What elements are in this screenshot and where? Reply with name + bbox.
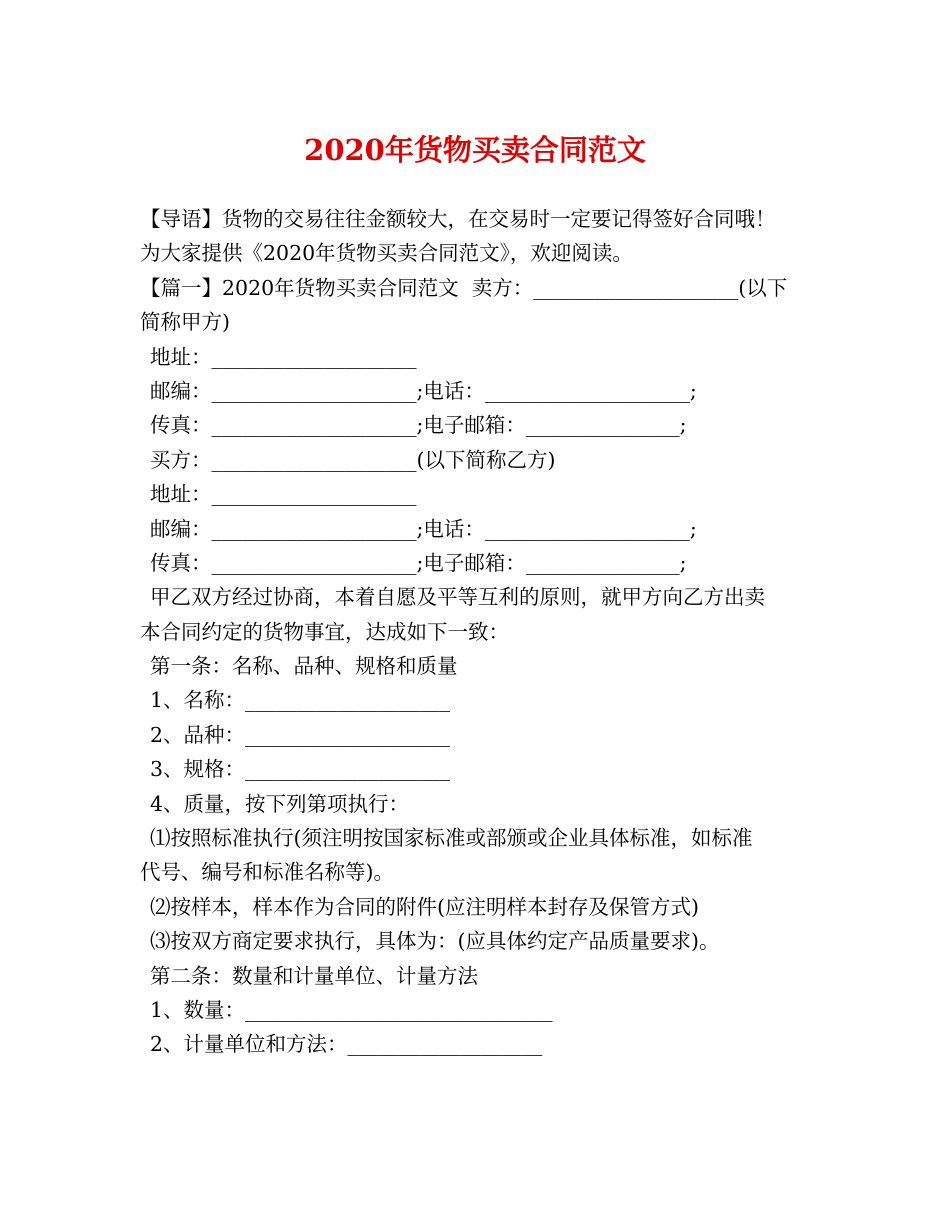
text-line: 1、名称：____________________ [150,688,451,713]
document-title: 2020年货物买卖合同范文 [304,133,646,167]
text-line: 第一条：名称、品种、规格和质量 [150,654,458,679]
document-body [140,202,820,1062]
text-line: 3、规格：____________________ [150,757,451,782]
text-line: ⑵按样本，样本作为合同的附件(应注明样本封存及保管方式) [150,894,699,919]
text-line: 1、数量：______________________________ [150,997,553,1022]
text-line: ⑴按照标准执行(须注明按国家标准或部颁或企业具体标准，如标准 [150,826,753,851]
text-line: 地址：____________________ [150,482,417,507]
text-line: 邮编：____________________;电话：____________________; [150,378,697,403]
text-line: ⑶按双方商定要求执行，具体为：(应具体约定产品质量要求)。 [150,929,720,954]
text-line: 简称甲方) [140,310,230,335]
text-line: 【篇一】2020年货物买卖合同范文 卖方：____________________(以下 [140,275,788,300]
text-line: 第二条：数量和计量单位、计量方法 [150,963,478,988]
text-line: 2、计量单位和方法：___________________ [150,1032,543,1057]
text-line: 传真：____________________;电子邮箱：_______________; [150,550,687,575]
text-line: 本合同约定的货物事宜，达成如下一致： [140,619,509,644]
text-line: 为大家提供《2020年货物买卖合同范文》，欢迎阅读。 [140,241,633,266]
text-line: 【导语】货物的交易往往金额较大，在交易时一定要记得签好合同哦！ [140,207,776,231]
text-line: 2、品种：____________________ [150,722,451,747]
text-line: 地址：____________________ [150,344,417,369]
text-line: 代号、编号和标准名称等)。 [140,860,394,885]
text-line: 买方：____________________(以下简称乙方) [150,447,556,472]
text-line: 传真：____________________;电子邮箱：_______________; [150,413,687,438]
text-line: 4、质量，按下列第项执行： [150,791,410,816]
text-line: 邮编：____________________;电话：____________________; [150,516,697,541]
text-line: 甲乙双方经过协商，本着自愿及平等互利的原则，就甲方向乙方出卖 [150,585,765,610]
